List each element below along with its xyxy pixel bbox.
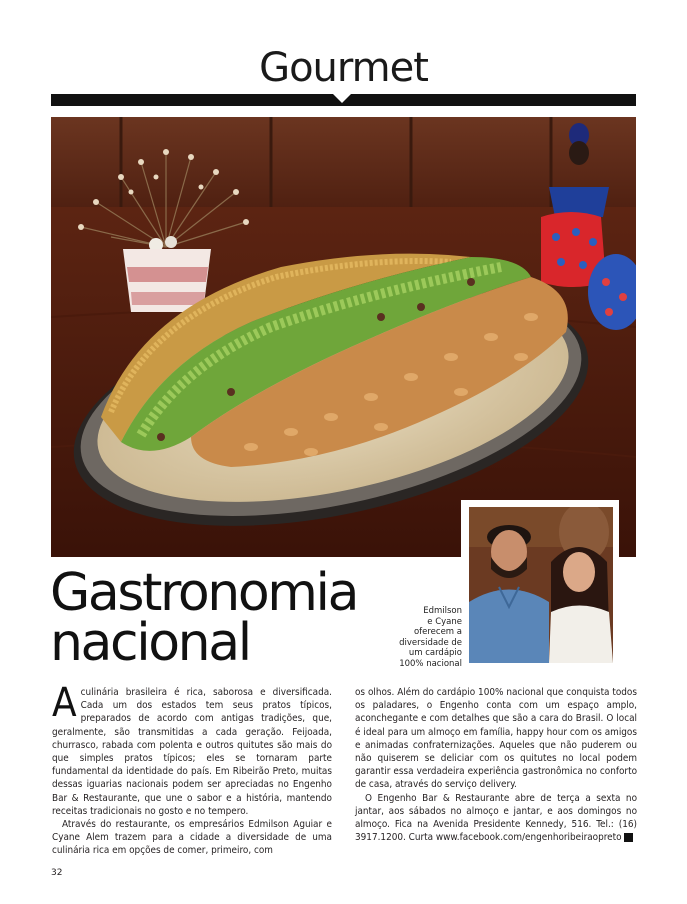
headline-line-2: nacional [50,613,250,673]
headline-line-1: Gastronomia [50,563,358,623]
article-paragraph: os olhos. Além do cardápio 100% nacional que conquista todos os paladares, o Engenho conta com um espaço amplo, aconchegante e com detalhes que são a cara do Brasil. O local é ideal para um almoço em família, happy hour com os amigos e animadas confraternizações. Aqueles que não puderem ou não quiserem se deliciar com os quitutes no local podem garantir essa verdadeira experiência gastronômica no conforto de casa, através do serviço delivery. [355,687,637,791]
facebook-icon: f [624,833,633,842]
section-title: Gourmet [259,45,428,91]
inset-photo [469,507,613,663]
page-number: 32 [51,868,63,878]
article-column-1 [52,680,332,858]
caption-line: um cardápio [408,648,462,658]
drop-cap: A [52,680,77,726]
caption-line: e Cyane [427,616,462,627]
article-paragraph [355,792,637,845]
paragraph-text: O Engenho Bar & Restaurante abre de terça a sexta no jantar, aos sábados no almoço e jantar, e aos domingos no almoço. Fica na Avenida Presidente Kennedy, 516. Tel.: (16) 3917.1200. Curta www.facebook.com/engenhoribeiraopreto [355,792,637,844]
article-paragraph: Através do restaurante, os empresários Edmilson Aguiar e Cyane Alem trazem para a cidade a diversidade de uma culinária rica em opções de comer, primeiro, com [52,819,332,857]
section-bar-notch [333,94,351,103]
article-column-2 [355,686,637,844]
caption-line: 100% nacional [399,658,462,669]
headline [50,563,410,673]
caption-line: diversidade de [399,637,462,648]
hero-photo [51,117,636,557]
article-paragraph [52,680,332,818]
paragraph-text: culinária brasileira é rica, saborosa e diversificada. Cada um dos estados tem seus pratos típicos, preparados de acordo com antigas tradições, que, geralmente, são transmitidas a cada geração. Feijoada, churrasco, rabada com polenta e outros quitutes são mais do que simples pratos típicos; eles se tornaram parte fundamental da identidade do país. Em Ribeirão Preto, muitas dessas iguarias nacionais podem ser apreciadas no Engenho Bar & Restaurante, que une o sabor e a história, mantendo receitas tradicionais no gosto e no tempero. [52,687,332,817]
caption-line: oferecem a [413,627,462,637]
caption-line: Edmilson [423,606,462,616]
